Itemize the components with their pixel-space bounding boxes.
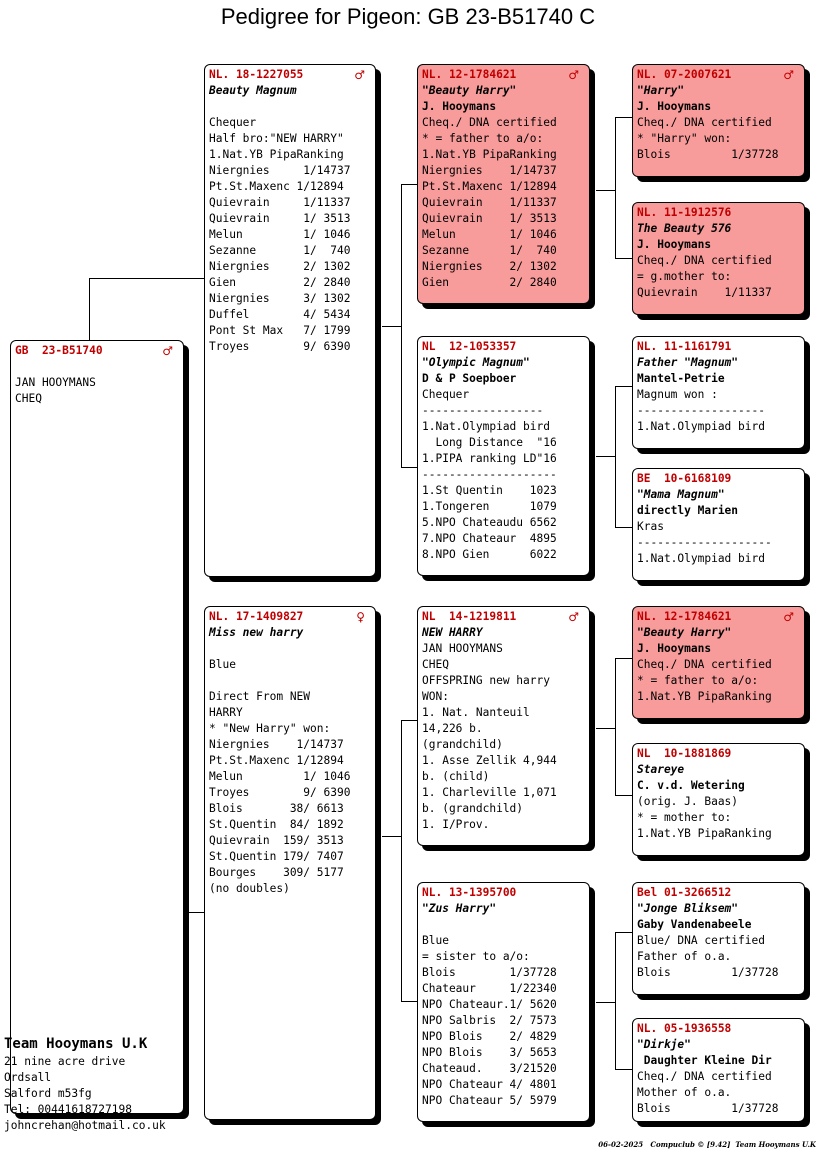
pigeon-card-sds	[632, 336, 805, 449]
pedigree-line: NPO Chateaur 5/ 5979	[422, 1094, 557, 1107]
sex-icon: ♂	[162, 344, 173, 358]
pedigree-line: Pt.St.Maxenc 1/12894	[209, 180, 344, 193]
connector	[615, 117, 616, 259]
pedigree-line: 1. Nat. Nanteuil	[422, 706, 530, 719]
ring-number-text: NL. 17-1409827	[209, 610, 304, 623]
ring-number	[422, 609, 585, 625]
pedigree-line: Cheq./ DNA certified	[637, 116, 772, 129]
pedigree-line	[422, 917, 585, 933]
pedigree-line: Stareye	[637, 763, 685, 776]
pedigree-line: Niergnies 1/14737	[422, 164, 557, 177]
owner-address-line: 21 nine acre drive	[4, 1055, 126, 1068]
owner-phone: Tel: 00441618727198	[4, 1103, 132, 1116]
pedigree-line: "Mama Magnum"	[637, 488, 725, 501]
pedigree-line: WON:	[422, 690, 449, 703]
ring-number	[637, 471, 800, 487]
owner-name: Team Hooymans U.K	[4, 1036, 148, 1052]
pedigree-line: Cheq./ DNA certified	[422, 116, 557, 129]
ring-number	[637, 1021, 800, 1037]
pedigree-line: Melun 1/ 1046	[209, 228, 351, 241]
pedigree-line: J. Hooymans	[637, 642, 712, 655]
pedigree-line: --------------------	[422, 468, 557, 481]
sex-icon: ♂	[354, 68, 365, 82]
pedigree-line: Quievrain 1/11337	[209, 196, 351, 209]
pedigree-line: Father "Magnum"	[637, 356, 739, 369]
pedigree-line: Cheq./ DNA certified	[637, 254, 772, 267]
pedigree-line: Troyes 9/ 6390	[209, 786, 351, 799]
ring-number-text: NL. 11-1161791	[637, 340, 732, 353]
connector	[596, 1002, 616, 1003]
pedigree-line	[15, 359, 179, 375]
pedigree-line: C. v.d. Wetering	[637, 779, 745, 792]
pigeon-card-dam	[204, 606, 376, 1120]
pedigree-line: Blois 1/37728	[637, 1102, 779, 1115]
pedigree-line: NPO Blois 3/ 5653	[422, 1046, 557, 1059]
connector	[615, 386, 616, 528]
pedigree-line: Blois 1/37728	[637, 966, 779, 979]
pedigree-line: 1.St Quentin 1023	[422, 484, 557, 497]
pedigree-line: 1. I/Prov.	[422, 818, 490, 831]
ring-number	[209, 609, 371, 625]
pedigree-line: Blue	[422, 934, 449, 947]
pigeon-card-sss	[632, 64, 805, 177]
connector	[615, 258, 632, 259]
pedigree-line: = g.mother to:	[637, 270, 732, 283]
connector	[401, 184, 402, 468]
ring-number-text: NL 14-1219811	[422, 610, 517, 623]
connector	[615, 1069, 632, 1070]
pedigree-line: Beauty Magnum	[209, 84, 297, 97]
pedigree-line: "Beauty Harry"	[422, 84, 517, 97]
pedigree-line: Quievrain 159/ 3513	[209, 834, 344, 847]
connector	[615, 386, 632, 387]
sex-icon: ♂	[568, 68, 579, 82]
pedigree-line	[209, 641, 371, 657]
ring-number-text: Bel 01-3266512	[637, 886, 732, 899]
pedigree-line: CHEQ	[422, 658, 449, 671]
pedigree-line: Long Distance "16	[422, 436, 557, 449]
pedigree-line: Daughter Kleine Dir	[637, 1054, 772, 1067]
pedigree-line: (orig. J. Baas)	[637, 795, 739, 808]
pigeon-card-ddd	[632, 1018, 805, 1122]
pedigree-line	[209, 99, 371, 115]
connector	[596, 190, 616, 191]
pedigree-line: -------------------	[637, 404, 765, 417]
pedigree-line: 14,226 b.	[422, 722, 483, 735]
pedigree-line: * = father to a/o:	[422, 132, 544, 145]
ring-number-text: NL. 07-2007621	[637, 68, 732, 81]
pedigree-line: * "Harry" won:	[637, 132, 732, 145]
ring-number	[637, 609, 800, 625]
owner-address-line: Salford m53fg	[4, 1087, 92, 1100]
connector	[401, 1001, 417, 1002]
ring-number-text: NL. 12-1784621	[637, 610, 732, 623]
connector	[615, 658, 616, 796]
ring-number-text: NL 12-1053357	[422, 340, 517, 353]
ring-number	[637, 205, 800, 221]
connector	[615, 795, 632, 796]
pedigree-line: = sister to a/o:	[422, 950, 530, 963]
pedigree-line: Blue/ DNA certified	[637, 934, 765, 947]
pedigree-line: (grandchild)	[422, 738, 503, 751]
connector	[615, 117, 632, 118]
pedigree-line: 1. Charleville 1,071	[422, 786, 557, 799]
pigeon-card-sire	[204, 64, 376, 577]
pedigree-line: Niergnies 3/ 1302	[209, 292, 351, 305]
pedigree-line: The Beauty 576	[637, 222, 732, 235]
pedigree-line: Father of o.a.	[637, 950, 732, 963]
pedigree-line: NPO Chateaur 4/ 4801	[422, 1078, 557, 1091]
connector	[596, 728, 616, 729]
pedigree-line: Half bro:"NEW HARRY"	[209, 132, 344, 145]
connector	[401, 720, 417, 721]
pedigree-line: Magnum won :	[637, 388, 718, 401]
pedigree-line: Duffel 4/ 5434	[209, 308, 351, 321]
pedigree-line: Direct From NEW	[209, 690, 311, 703]
ring-number-text: NL. 05-1936558	[637, 1022, 732, 1035]
pedigree-line: Blois 1/37728	[637, 148, 779, 161]
connector	[89, 278, 204, 279]
connector	[401, 184, 417, 185]
ring-number-text: NL. 18-1227055	[209, 68, 304, 81]
ring-number	[637, 746, 800, 762]
connector	[401, 720, 402, 1002]
pedigree-line: 1.PIPA ranking LD"16	[422, 452, 557, 465]
pedigree-line: 1.Nat.Olympiad bird	[422, 420, 550, 433]
pedigree-line: J. Hooymans	[637, 238, 712, 251]
sex-icon: ♂	[568, 610, 579, 624]
sex-icon: ♂	[783, 610, 794, 624]
pigeon-card-dsd	[632, 743, 805, 856]
pedigree-line: "Beauty Harry"	[637, 626, 732, 639]
ring-number	[637, 67, 800, 83]
pedigree-line: b. (child)	[422, 770, 490, 783]
pedigree-line: 1.Nat.YB PipaRanking	[637, 690, 772, 703]
pedigree-line: Pont St Max 7/ 1799	[209, 324, 351, 337]
ring-number-text: NL. 13-1395700	[422, 886, 517, 899]
pedigree-line: "Zus Harry"	[422, 902, 497, 915]
ring-number-text: NL. 11-1912576	[637, 206, 732, 219]
ring-number-text: NL. 12-1784621	[422, 68, 517, 81]
pedigree-line: Quievrain 1/ 3513	[209, 212, 351, 225]
pigeon-card-sd	[417, 336, 590, 576]
pedigree-line: Niergnies 2/ 1302	[422, 260, 557, 273]
pedigree-line: * = father to a/o:	[637, 674, 759, 687]
connector	[89, 278, 90, 340]
pedigree-line: Chateaud. 3/21520	[422, 1062, 557, 1075]
ring-number	[422, 339, 585, 355]
pedigree-line: OFFSPRING new harry	[422, 674, 550, 687]
pedigree-line: JAN HOOYMANS	[422, 642, 503, 655]
pedigree-line: NPO Chateaur.1/ 5620	[422, 998, 557, 1011]
pedigree-line: Gien 2/ 2840	[422, 276, 557, 289]
pedigree-line: Quievrain 1/11337	[422, 196, 557, 209]
pedigree-line: * "New Harry" won:	[209, 722, 331, 735]
pedigree-line: "Olympic Magnum"	[422, 356, 530, 369]
pedigree-line: 1.Tongeren 1079	[422, 500, 557, 513]
footer-credit: 06-02-2025 Compuclub © [9.42] Team Hooymans U.K	[598, 1140, 816, 1149]
pedigree-line: J. Hooymans	[637, 100, 712, 113]
connector	[615, 527, 632, 528]
pedigree-line: 8.NPO Gien 6022	[422, 548, 557, 561]
pedigree-line: Blue	[209, 658, 236, 671]
pedigree-line: Bourges 309/ 5177	[209, 866, 344, 879]
ring-number	[209, 67, 371, 83]
pedigree-line: 1.Nat.YB PipaRanking	[637, 827, 772, 840]
pedigree-line: ------------------	[422, 404, 544, 417]
pedigree-line: "Dirkje"	[637, 1038, 691, 1051]
pedigree-line: Mother of o.a.	[637, 1086, 732, 1099]
pedigree-line: Blois 38/ 6613	[209, 802, 344, 815]
pedigree-line: D & P Soepboer	[422, 372, 517, 385]
pedigree-line: Blois 1/37728	[422, 966, 557, 979]
pedigree-line: Niergnies 1/14737	[209, 164, 351, 177]
pedigree-line: --------------------	[637, 536, 772, 549]
sex-icon: ♀	[356, 610, 365, 624]
pedigree-line: NEW HARRY	[422, 626, 483, 639]
pedigree-line: Sezanne 1/ 740	[209, 244, 351, 257]
pedigree-line: Pt.St.Maxenc 1/12894	[209, 754, 344, 767]
pigeon-card-subject	[10, 340, 184, 1114]
pedigree-line: Troyes 9/ 6390	[209, 340, 351, 353]
page-title: Pedigree for Pigeon: GB 23-B51740 C	[220, 4, 596, 29]
pedigree-line: Quievrain 1/11337	[637, 286, 772, 299]
connector	[401, 467, 417, 468]
ring-number	[637, 339, 800, 355]
connector	[596, 456, 616, 457]
pedigree-line: Chequer	[422, 388, 470, 401]
connector	[615, 932, 616, 1070]
ring-number-text: GB 23-B51740	[15, 344, 103, 357]
pedigree-line: "Harry"	[637, 84, 685, 97]
pedigree-line: Gaby Vandenabeele	[637, 918, 752, 931]
pigeon-card-dss	[632, 606, 805, 719]
owner-email: johncrehan@hotmail.co.uk	[4, 1119, 166, 1132]
pigeon-card-dd	[417, 882, 590, 1122]
pedigree-line: Pt.St.Maxenc 1/12894	[422, 180, 557, 193]
ring-number-text: BE 10-6168109	[637, 472, 732, 485]
ring-number	[422, 67, 585, 83]
pedigree-line: Cheq./ DNA certified	[637, 658, 772, 671]
pedigree-line: "Jonge Bliksem"	[637, 902, 739, 915]
pedigree-line: Chateaur 1/22340	[422, 982, 557, 995]
owner-block	[4, 1034, 166, 1134]
connector	[382, 836, 402, 837]
sex-icon: ♂	[783, 68, 794, 82]
pedigree-line: directly Marien	[637, 504, 739, 517]
owner-address-line: Ordsall	[4, 1071, 52, 1084]
connector	[382, 326, 402, 327]
pedigree-line: 1.Nat.Olympiad bird	[637, 552, 765, 565]
pedigree-line: Quievrain 1/ 3513	[422, 212, 557, 225]
pedigree-line	[209, 673, 371, 689]
pedigree-line: Niergnies 2/ 1302	[209, 260, 351, 273]
pigeon-card-ssd	[632, 202, 805, 315]
pigeon-card-ss	[417, 64, 590, 304]
pedigree-line: St.Quentin 84/ 1892	[209, 818, 344, 831]
pedigree-line: Kras	[637, 520, 664, 533]
pedigree-line: 1. Asse Zellik 4,944	[422, 754, 557, 767]
pedigree-line: Sezanne 1/ 740	[422, 244, 557, 257]
ring-number	[15, 343, 179, 359]
pedigree-line: (no doubles)	[209, 882, 290, 895]
pedigree-line: NPO Blois 2/ 4829	[422, 1030, 557, 1043]
connector	[615, 932, 632, 933]
pigeon-card-ds	[417, 606, 590, 846]
pedigree-line: Niergnies 1/14737	[209, 738, 344, 751]
pedigree-line: J. Hooymans	[422, 100, 497, 113]
pedigree-line: JAN HOOYMANS	[15, 376, 96, 389]
pigeon-card-dds	[632, 882, 805, 995]
pedigree-line: NPO Salbris 2/ 7573	[422, 1014, 557, 1027]
connector	[615, 658, 632, 659]
pedigree-line: Cheq./ DNA certified	[637, 1070, 772, 1083]
pedigree-line: 1.Nat.YB PipaRanking	[209, 148, 344, 161]
ring-number	[637, 885, 800, 901]
pedigree-line: 7.NPO Chateaur 4895	[422, 532, 557, 545]
pedigree-line: HARRY	[209, 706, 243, 719]
pedigree-line: b. (grandchild)	[422, 802, 524, 815]
pedigree-line: 1.Nat.YB PipaRanking	[422, 148, 557, 161]
pedigree-line: Miss new harry	[209, 626, 304, 639]
pedigree-line: CHEQ	[15, 392, 42, 405]
pedigree-line: St.Quentin 179/ 7407	[209, 850, 344, 863]
pedigree-line: Chequer	[209, 116, 257, 129]
ring-number	[422, 885, 585, 901]
pedigree-line: * = mother to:	[637, 811, 732, 824]
pedigree-line: 1.Nat.Olympiad bird	[637, 420, 765, 433]
pedigree-line: 5.NPO Chateaudu 6562	[422, 516, 557, 529]
pedigree-line: Mantel-Petrie	[637, 372, 725, 385]
pedigree-line: Melun 1/ 1046	[209, 770, 351, 783]
ring-number-text: NL 10-1881869	[637, 747, 732, 760]
pigeon-card-sdd	[632, 468, 805, 581]
pedigree-line: Gien 2/ 2840	[209, 276, 351, 289]
pedigree-line: Melun 1/ 1046	[422, 228, 557, 241]
